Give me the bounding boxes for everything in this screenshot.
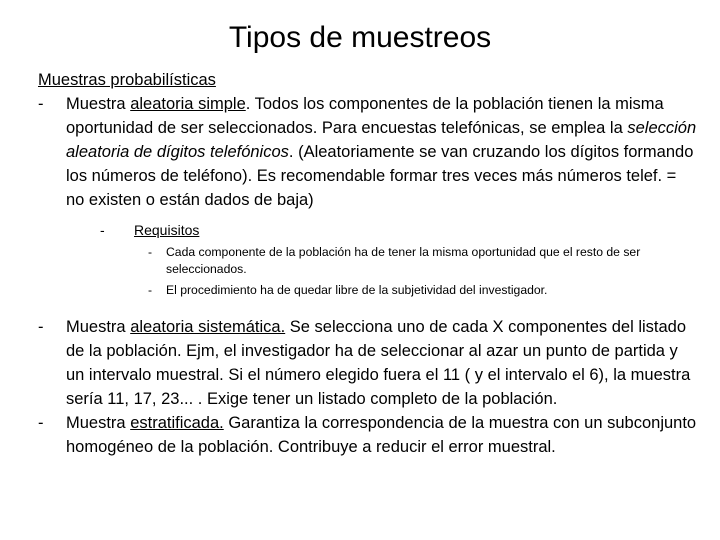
bullet-text [66, 92, 698, 212]
item-prefix: Muestra [66, 414, 131, 432]
term-estratificada: estratificada. [130, 414, 224, 432]
item-text-continued: . (Aleatoriamente se van cruzando los dígitos formando los números de teléfono). Es recomendable formar tres veces más números telef. = no existen o están dados de baja) [66, 143, 694, 209]
bullet-aleatoria-simple [38, 92, 698, 212]
bullet-text [66, 315, 698, 411]
item-text: . Todos los componentes de la población tienen la misma oportunidad de ser seleccionados. Para encuestas telefónicas, se emplea la [66, 95, 664, 137]
italic-phrase: selección aleatoria de dígitos telefónicos [66, 119, 697, 161]
term-aleatoria-sistematica: aleatoria sistemática. [130, 318, 286, 336]
item-prefix: Muestra [66, 318, 131, 336]
bullet-estratificada [38, 411, 698, 459]
item-prefix: Muestra [66, 95, 131, 113]
term-aleatoria-simple: aleatoria simple [130, 95, 246, 113]
requisito-text: El procedimiento ha de quedar libre de la subjetividad del investigador. [166, 283, 548, 297]
item-text: Se selecciona uno de cada X componentes del listado de la población. Ejm, el investigador ha de seleccionar al azar un punto de partida y un intervalo muestral. Si el número elegido fuera el 11 ( y el intervalo el 6), la muestra sería 11, 17, 23... . Exige tener un listado completo de la población. [66, 318, 691, 408]
slide-title: Tipos de muestreos [228, 21, 492, 54]
bullet-marker: - [38, 95, 44, 113]
bullet-marker: - [38, 318, 44, 336]
bullet-marker: - [100, 222, 105, 238]
requisito-item-1 [148, 244, 698, 278]
sub-bullet-requisitos [100, 220, 698, 240]
slide-content [38, 68, 698, 459]
bullet-marker: - [148, 283, 153, 297]
bullet-text [66, 411, 698, 459]
section-heading: Muestras probabilísticas [38, 71, 216, 89]
requisito-item-2 [148, 282, 698, 299]
requisito-text: Cada componente de la población ha de tener la misma oportunidad que el resto de ser seleccionados. [166, 245, 641, 276]
item-text: Garantiza la correspondencia de la muestra con un subconjunto homogéneo de la población. Contribuye a reducir el error muestral. [66, 414, 697, 456]
bullet-aleatoria-sistematica [38, 315, 698, 411]
requisitos-label: Requisitos [134, 222, 200, 238]
bullet-marker: - [148, 245, 153, 259]
bullet-marker: - [38, 414, 44, 432]
